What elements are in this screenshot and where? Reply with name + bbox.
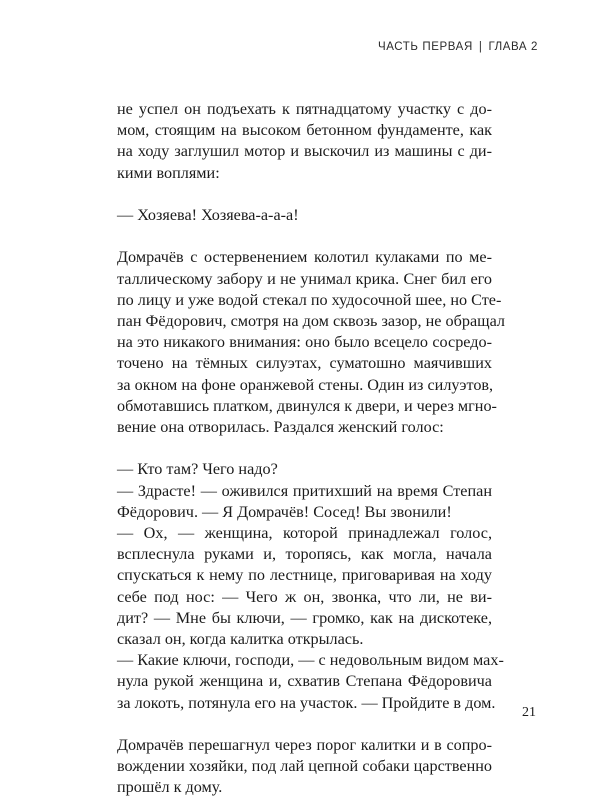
text-line: Домрачёв с остервенением колотил кулаками по ме- — [117, 248, 492, 267]
text-line: спускаться к нему по лестнице, приговаривая на ходу — [117, 566, 492, 585]
paragraph — [117, 99, 492, 184]
text-line: — Кто там? Чего надо? — [117, 460, 278, 479]
text-line: себе под нос: — Чего ж он, звонка, что ли, не ви- — [117, 587, 492, 606]
text-line: — Какие ключи, господи, — с недовольным видом мах- — [117, 651, 504, 670]
paragraph — [117, 205, 492, 226]
text-line: всплеснула руками и, торопясь, как могла, начала — [117, 545, 492, 564]
running-head-chapter: ГЛАВА 2 — [488, 41, 538, 53]
paragraph — [117, 459, 504, 713]
text-line: Домрачёв перешагнул через порог калитки и в сопро- — [117, 736, 492, 755]
text-line: — Ох, — женщина, которой принадлежал голос, — [117, 524, 492, 543]
text-line: по лицу и уже водой стекал по худосочной шее, но Сте- — [117, 290, 502, 309]
text-line: таллическому забору и не унимал крика. Снег бил его — [117, 269, 492, 288]
text-line: сказал он, когда калитка открылась. — [117, 630, 364, 649]
text-line: вение она отворилась. Раздался женский голос: — [117, 418, 444, 437]
text-line: нула рукой женщина и, схватив Степана Фёдоровича — [117, 672, 492, 691]
text-line: мом, стоящим на высоком бетонном фундаменте, как — [117, 121, 492, 140]
text-line: вождении хозяйки, под лай цепной собаки царственно — [117, 757, 492, 776]
paragraph — [117, 735, 492, 799]
text-line: пан Фёдорович, смотря на дом сквозь зазор, не обращал — [117, 312, 505, 330]
text-line: — Здрасте! — оживился притихший на время Степан — [117, 481, 492, 500]
body-text — [117, 99, 505, 799]
text-line: — Хозяева! Хозяева-а-а-а! — [117, 206, 299, 224]
text-line: Фёдорович. — Я Домрачёв! Сосед! Вы звонили! — [117, 502, 452, 521]
text-line: за окном на фоне оранжевой стены. Один из силуэтов, — [117, 375, 494, 394]
text-line: обмотавшись платком, двинулся к двери, и через мгно- — [117, 396, 497, 415]
running-head — [378, 41, 538, 53]
text-line: не успел он подъехать к пятнадцатому участку с до- — [117, 100, 492, 118]
page-number: 21 — [522, 705, 536, 720]
paragraph — [117, 247, 505, 438]
text-line: на это никакого внимания: оно было всецело сосредо- — [117, 333, 492, 352]
text-line: на ходу заглушил мотор и выскочил из машины с ди- — [117, 142, 492, 161]
running-head-part: ЧАСТЬ ПЕРВАЯ — [378, 41, 473, 53]
text-line: кими воплями: — [117, 163, 220, 182]
text-line: точено на тёмных силуэтах, суматошно маячивших — [117, 354, 492, 373]
text-line: прошёл к дому. — [117, 778, 223, 797]
text-line: за локоть, потянула его на участок. — Пройдите в дом. — [117, 693, 496, 712]
text-line: дит? — Мне бы ключи, — громко, как на дискотеке, — [117, 608, 492, 627]
running-head-separator: | — [478, 41, 483, 53]
